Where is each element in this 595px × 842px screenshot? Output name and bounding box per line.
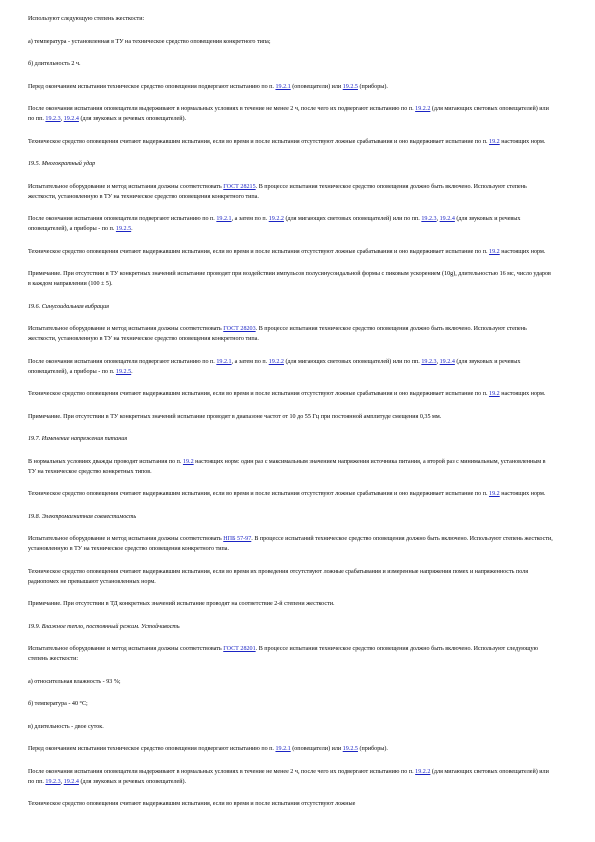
text-run: а) температура - установленная в ТУ на техническое средство оповещения конкретного типа; (28, 38, 271, 45)
reference-link[interactable]: 19.2 (489, 248, 500, 255)
section-heading (28, 622, 553, 632)
reference-link[interactable]: 19.2.4 (63, 778, 79, 785)
paragraph (28, 14, 553, 24)
text-run: Техническое средство оповещения считают выдержавшим испытания, если во время и после испытания отсутствуют ложные срабатывания и оно выдерживает испытание по п. (28, 248, 490, 255)
text-run: настоящих норм. (499, 138, 546, 145)
text-run: , а затем по п. (231, 216, 269, 222)
text-run: Техническое средство оповещения считают выдержавшим испытания, если во время и после испытания отсутствуют ложные (28, 801, 356, 807)
text-run: , (436, 358, 440, 365)
text-run: 19.7. Изменение напряжения питания (28, 436, 128, 442)
reference-link[interactable]: 19.2 (182, 458, 194, 465)
reference-link[interactable]: ГОСТ 28201 (223, 646, 256, 652)
text-run: Испытательное оборудование и метод испытания должны соответствовать (28, 183, 224, 190)
text-run: . В процессе испытания техническое средство оповещения должно быть включено. Используют следующую степень жесткости: (28, 646, 539, 662)
text-run: , а затем по п. (231, 358, 269, 365)
text-run: (для мигающих световых оповещателей) или по пп. (28, 106, 549, 122)
text-run: Примечание. При отсутствии в ТУ конкретных значений испытание проводят в диапазоне частот от 10 до 55 Гц при постоянной амплитуде смещения 0,35 мм. (28, 413, 442, 420)
paragraph (28, 412, 553, 422)
text-run: 19.8. Электромагнитная совместимость (28, 513, 137, 520)
text-run: 19.6. Синусоидальная вибрация (28, 303, 109, 310)
text-run: Перед окончанием испытания техническое средство оповещения подвергают испытанию по п. (28, 746, 276, 752)
reference-link[interactable]: 19.2.5 (342, 83, 358, 90)
text-run: настоящих норм: один раз с максимальным значением напряжения источника питания, а второй раз с минимальным, установленным в ТУ на техническое средство конкретных типов. (28, 458, 546, 475)
reference-link[interactable]: 19.2.5 (115, 368, 132, 375)
paragraph (28, 799, 553, 809)
paragraph (28, 699, 553, 709)
paragraph (28, 104, 553, 124)
text-run: Техническое средство оповещения считают выдержавшим испытания, если во время и после испытания отсутствуют ложные срабатывания и оно выдерживает испытание по п. (28, 138, 490, 145)
text-run: . В процессе испытания техническое средство оповещения должно быть включено. Используют степень жесткости, установленную в ТУ на техническое средство оповещения конкретного типа. (28, 183, 527, 200)
reference-link[interactable]: ГОСТ 28215 (223, 183, 256, 190)
reference-link[interactable]: 19.2.1 (216, 358, 232, 365)
text-run: Испытательное оборудование и метод испытания должны соответствовать (28, 536, 224, 542)
paragraph (28, 269, 553, 289)
text-run: . В процессе испытания техническое средство оповещения должно быть включено. Используют степень жесткости, установленную в ТУ на техническое средство оповещения конкретного типа. (28, 326, 527, 342)
paragraph (28, 489, 553, 499)
paragraph (28, 182, 553, 202)
text-run: 19.9. Влажное тепло, постоянный режим. Устойчивость (28, 623, 180, 630)
paragraph (28, 37, 553, 47)
paragraph (28, 389, 553, 399)
text-run: Перед окончанием испытания техническое средство оповещения подвергают испытанию по п. (28, 83, 276, 90)
text-run: Испытательное оборудование и метод испытания должны соответствовать (28, 326, 224, 332)
reference-link[interactable]: 19.2.1 (275, 746, 291, 752)
reference-link[interactable]: 19.2.2 (415, 768, 431, 775)
section-heading (28, 512, 553, 522)
reference-link[interactable]: 19.2 (489, 391, 500, 397)
reference-link[interactable]: 19.2.2 (268, 358, 284, 365)
text-run: Техническое средство оповещения считают выдержавшим испытания, если во время и после испытания отсутствуют ложные срабатывания и оно выдерживает испытание по п. (28, 391, 490, 397)
paragraph (28, 457, 553, 477)
reference-link[interactable]: 19.2.2 (268, 216, 284, 222)
text-run: После окончания испытания оповещатели подвергают испытанию по п. (28, 358, 217, 365)
text-run: , (436, 216, 440, 222)
text-run: (для звуковых и речевых оповещателей). (78, 778, 187, 785)
paragraph (28, 59, 553, 69)
paragraph (28, 599, 553, 609)
text-run: (приборы). (357, 83, 388, 90)
paragraph (28, 567, 553, 587)
section-heading (28, 159, 553, 169)
paragraph (28, 744, 553, 754)
text-run: Используют следующую степень жесткости: (28, 16, 145, 22)
reference-link[interactable]: 19.2.5 (115, 226, 132, 232)
text-run: Примечание. При отсутствии в ТУ конкретных значений испытание проводят при воздействии импульсов полусинусоидальной формы с пиковым ускорением (10g), длительностью 16 мс, число ударов в каждом направлении (100 ± 5). (28, 271, 551, 287)
reference-link[interactable]: 19.2.2 (415, 106, 431, 112)
paragraph (28, 767, 553, 787)
text-run: (для звуковых и речевых оповещателей), а приборы - по п. (28, 358, 521, 375)
text-run: Примечание. При отсутствии в ТД конкретных значений испытание проводят на соответствие 2-й степени жесткости. (28, 601, 335, 607)
paragraph (28, 214, 553, 234)
reference-link[interactable]: 19.2.3 (421, 358, 437, 365)
text-run: (оповещатели) или (290, 746, 343, 752)
reference-link[interactable]: 19.2.3 (45, 778, 61, 785)
text-run: (для мигающих световых оповещателей) или по пп. (283, 216, 422, 222)
text-run: . (131, 368, 133, 375)
section-heading (28, 434, 553, 444)
text-run: (оповещатели) или (290, 83, 343, 90)
paragraph (28, 722, 553, 732)
reference-link[interactable]: 19.2.1 (216, 216, 232, 222)
text-run: , (60, 778, 64, 785)
reference-link[interactable]: НПБ 57-97 (223, 536, 252, 542)
paragraph (28, 324, 553, 344)
text-run: , (60, 116, 64, 122)
text-run: После окончания испытания оповещатели выдерживают в нормальных условиях в течение не менее 2 ч, после чего их подвергают испытанию по п. (28, 106, 416, 112)
paragraph (28, 137, 553, 147)
paragraph (28, 82, 553, 92)
text-run: После окончания испытания оповещатели выдерживают в нормальных условиях в течение не менее 2 ч, после чего их подвергают испытанию по п. (28, 768, 416, 775)
text-run: (для мигающих световых оповещателей) или по пп. (28, 768, 549, 785)
text-run: После окончания испытания оповещатели подвергают испытанию по п. (28, 216, 217, 222)
text-run: настоящих норм. (499, 491, 546, 497)
reference-link[interactable]: 19.2.5 (342, 746, 358, 752)
text-run: Техническое средство оповещения считают выдержавшим испытания, если во время их проведения отсутствуют ложные срабатывания и измеренные напряжения помех и напряженность поля радиопомех не превышают установленных норм. (28, 568, 529, 585)
reference-link[interactable]: 19.2.4 (439, 216, 455, 222)
paragraph (28, 357, 553, 377)
text-run: б) температура - 40 °С; (28, 701, 88, 707)
section-heading (28, 302, 553, 312)
text-run: . (131, 226, 133, 232)
reference-link[interactable]: ГОСТ 28203 (223, 326, 256, 332)
paragraph (28, 677, 553, 687)
reference-link[interactable]: 19.2.3 (45, 116, 61, 122)
text-run: . В процессе испытаний техническое средство оповещения должно быть включено. Используют степень жесткости, установленную в ТУ на техническое средство оповещения конкретного типа. (28, 536, 553, 552)
text-run: В нормальных условиях дважды проводят испытания по п. (28, 458, 183, 465)
text-run: Техническое средство оповещения считают выдержавшим испытания, если во время и после испытания отсутствуют ложные срабатывания и оно выдерживает испытание по п. (28, 491, 490, 497)
text-run: (для звуковых и речевых оповещателей). (78, 116, 187, 122)
text-run: настоящих норм. (499, 248, 546, 255)
text-run: (для звуковых и речевых оповещателей), а приборы - по п. (28, 216, 521, 232)
reference-link[interactable]: 19.2 (489, 491, 500, 497)
text-run: Испытательное оборудование и метод испытания должны соответствовать (28, 646, 224, 652)
text-run: (приборы). (357, 746, 388, 752)
reference-link[interactable]: 19.2.4 (63, 116, 79, 122)
text-run: а) относительная влажность - 93 %; (28, 678, 121, 685)
reference-link[interactable]: 19.2.4 (439, 358, 455, 365)
text-run: б) длительность 2 ч. (28, 61, 81, 67)
paragraph (28, 247, 553, 257)
text-run: настоящих норм. (499, 391, 546, 397)
text-run: 19.5. Многократный удар (28, 161, 96, 167)
reference-link[interactable]: 19.2 (489, 138, 500, 145)
text-run: в) длительность - двое суток. (28, 723, 104, 730)
reference-link[interactable]: 19.2.1 (275, 83, 291, 90)
paragraph (28, 534, 553, 554)
paragraph (28, 644, 553, 664)
reference-link[interactable]: 19.2.3 (421, 216, 437, 222)
text-run: (для мигающих световых оповещателей) или по пп. (283, 358, 422, 365)
